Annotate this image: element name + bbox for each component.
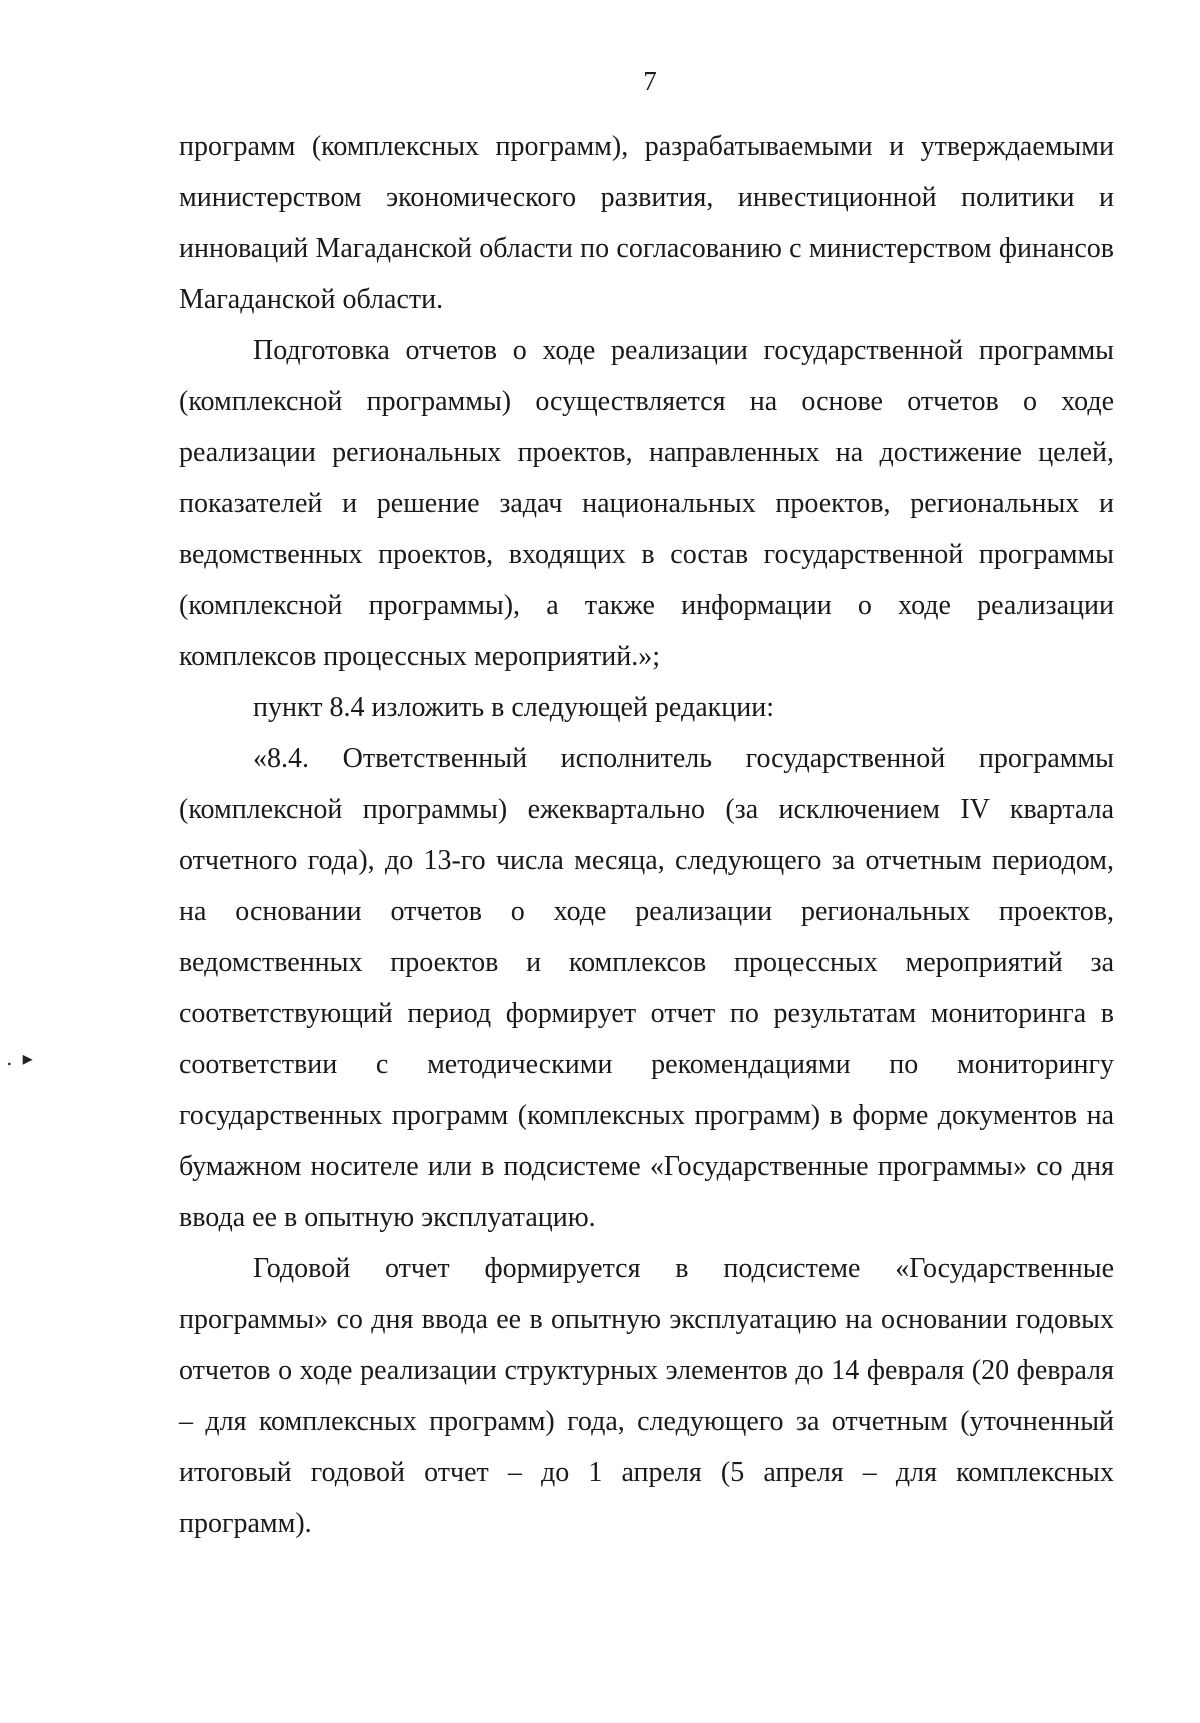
document-body <box>179 121 1114 1549</box>
paragraph-continuation: программ (комплексных программ), разрабатываемыми и утверждаемыми министерством экономического развития, инвестиционной политики и инноваций Магаданской области по согласованию с министерством финансов Магаданской области. <box>179 131 1114 315</box>
paragraph-annual-report: Годовой отчет формируется в подсистеме «Государственные программы» со дня ввода ее в опытную эксплуатацию на основании годовых отчетов о ходе реализации структурных элементов до 14 февраля (20 февраля – для комплексных программ) года, следующего за отчетным (уточненный итоговый годовой отчет – до 1 апреля (5 апреля – для комплексных программ). <box>179 1253 1114 1539</box>
page-number: 7 <box>643 66 657 96</box>
paragraph-report-preparation: Подготовка отчетов о ходе реализации государственной программы (комплексной программы) осуществляется на основе отчетов о ходе реализации региональных проектов, направленных на достижение целей, показателей и решение задач национальных проектов, региональных и ведомственных проектов, входящих в состав государственной программы (комплексной программы), а также информации о ходе реализации комплексов процессных мероприятий.»; <box>179 335 1114 672</box>
paragraph-clause-8-4: «8.4. Ответственный исполнитель государственной программы (комплексной программы) ежеквартально (за исключением IV квартала отчетного года), до 13-го числа месяца, следующего за отчетным периодом, на основании отчетов о ходе реализации региональных проектов, ведомственных проектов и комплексов процессных мероприятий за соответствующий период формирует отчет по результатам мониторинга в соответствии с методическими рекомендациями по мониторингу государственных программ (комплексных программ) в форме документов на бумажном носителе или в подсистеме «Государственные программы» со дня ввода ее в опытную эксплуатацию. <box>179 743 1114 1233</box>
paragraph-amendment-intro: пункт 8.4 изложить в следующей редакции: <box>253 692 774 723</box>
scan-margin-marks: ․▸ <box>6 1048 43 1070</box>
